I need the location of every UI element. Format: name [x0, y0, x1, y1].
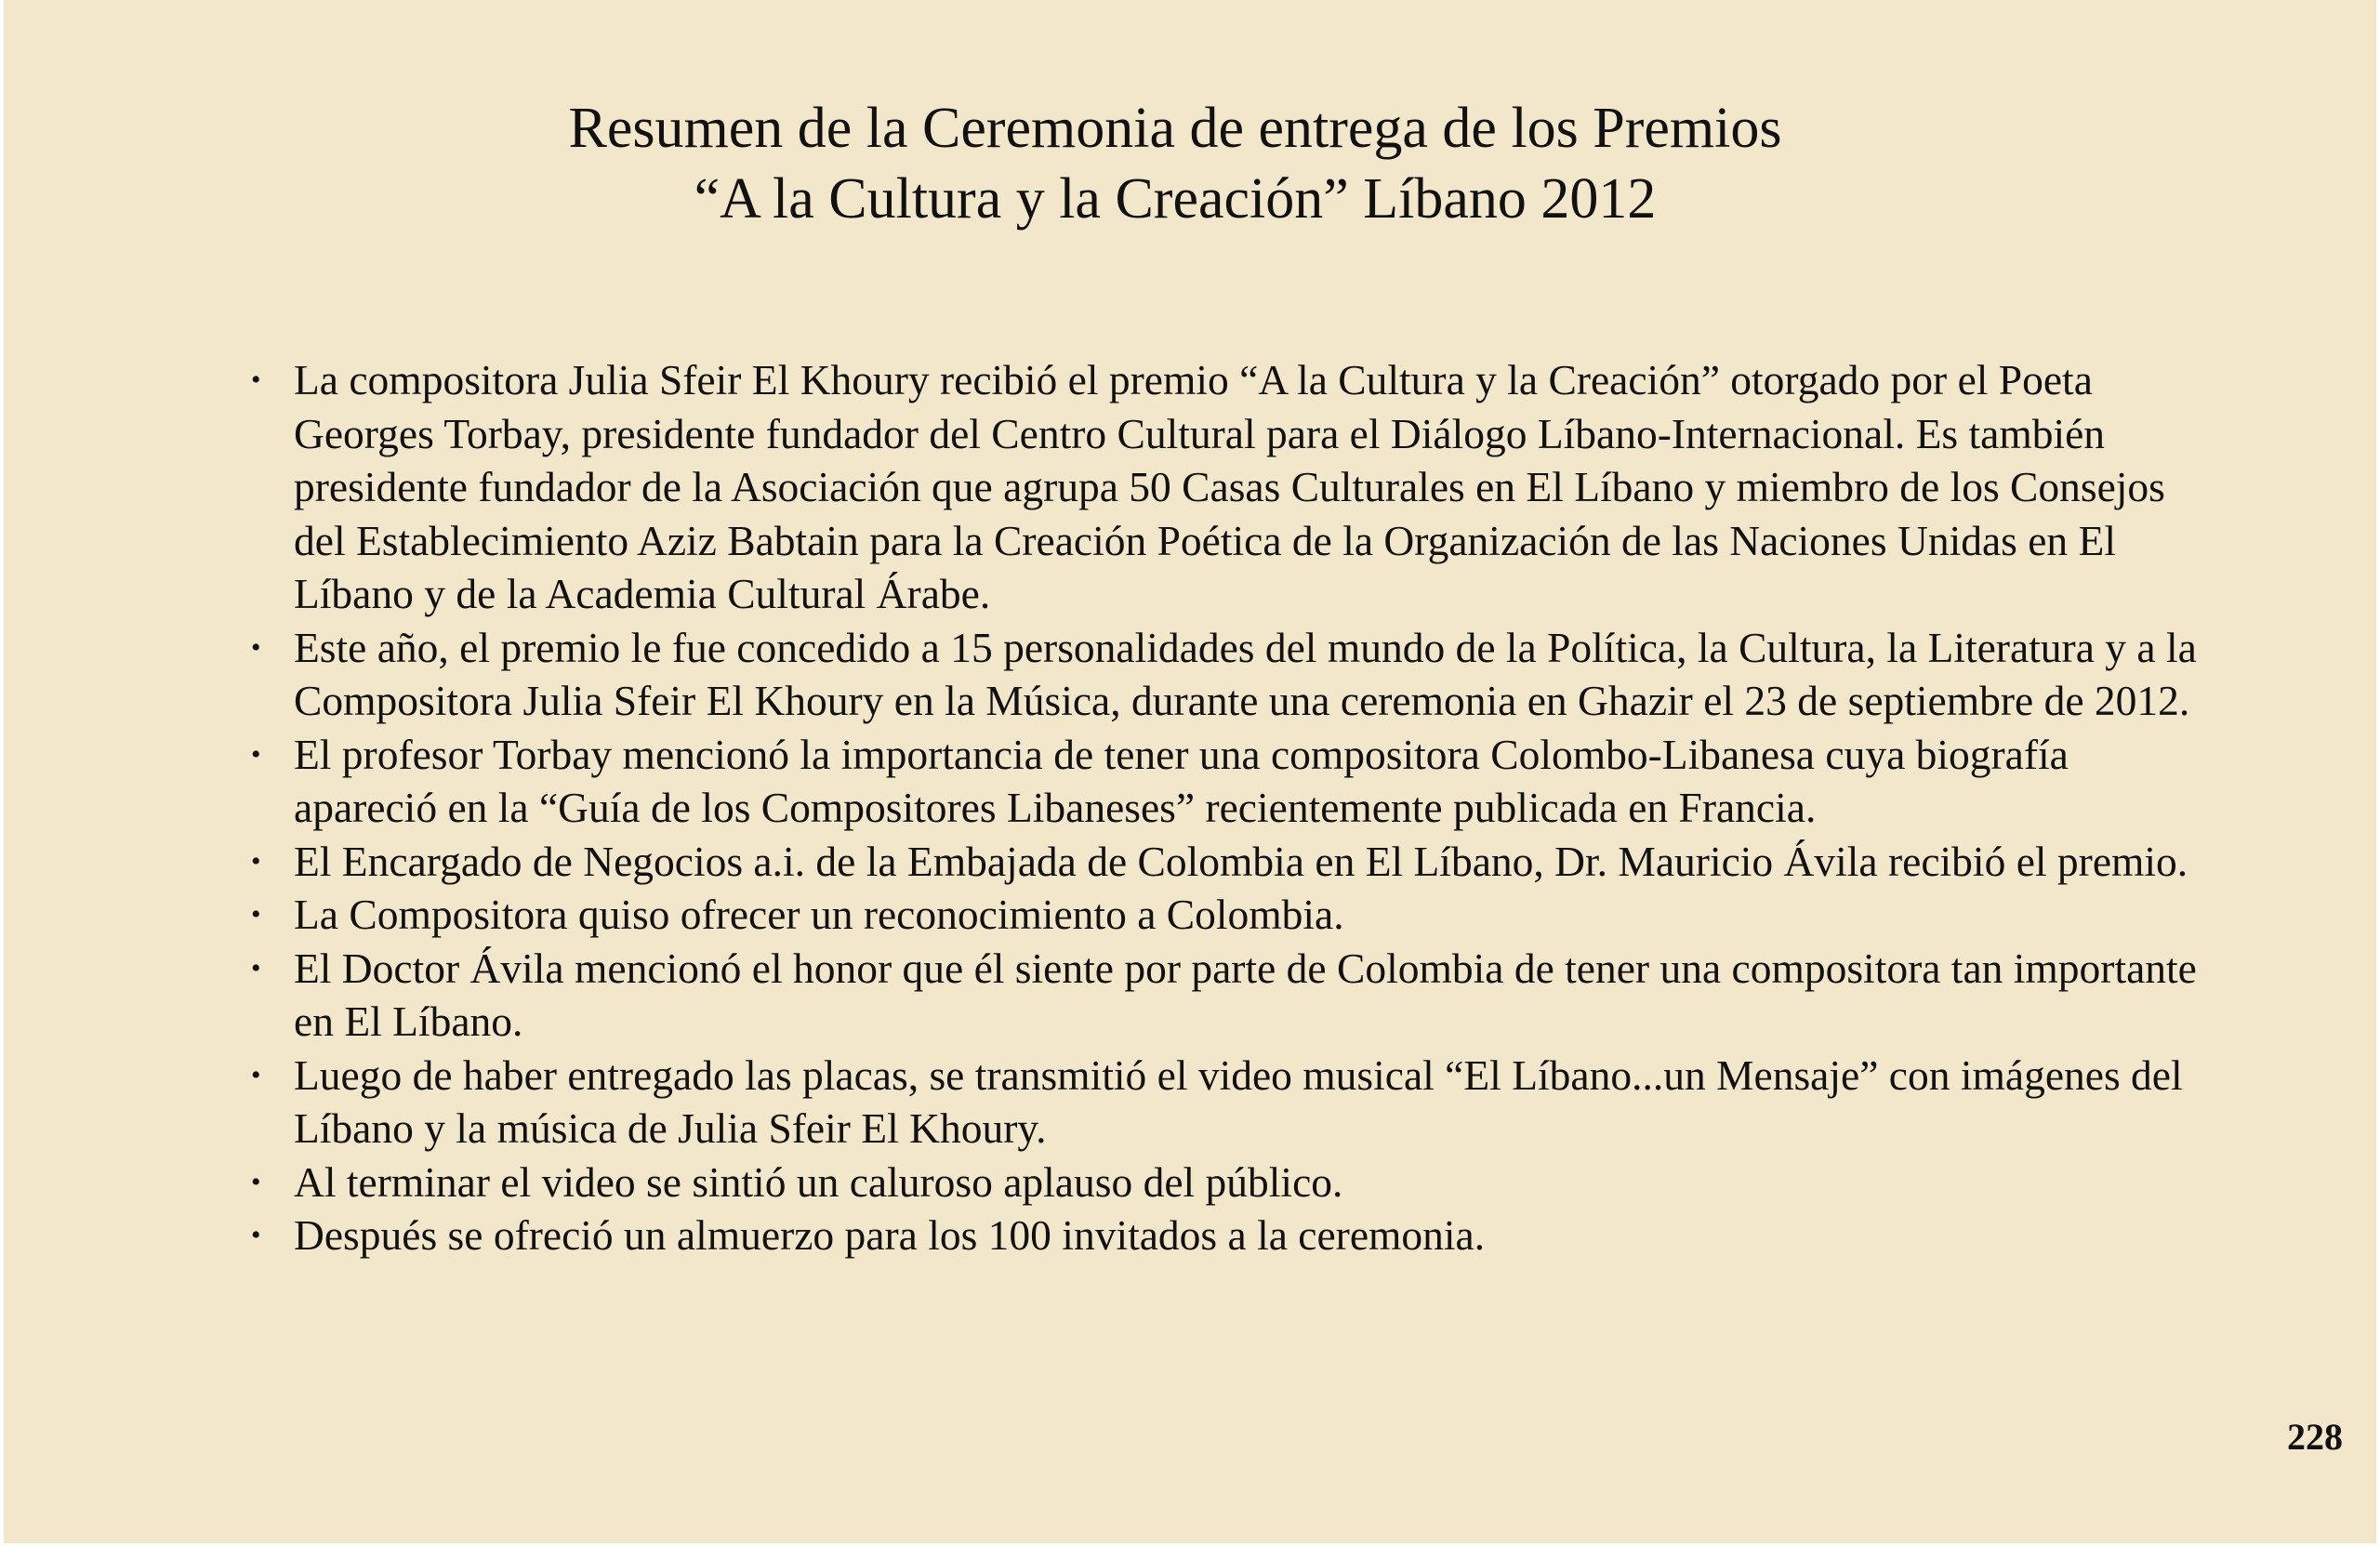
list-item-text: La compositora Julia Sfeir El Khoury recibió el premio “A la Cultura y la Creación” otorgado por el Poeta Georges Torbay, presidente fundador del Centro Cultural para el Diálogo Líbano-Internacional. Es también presidente fundador de la Asociación que agrupa 50 Casas Culturales en El Líbano y miembro de los Consejos del Establecimiento Aziz Babtain para la Creación Poética de la Organización de las Naciones Unidas en El Líbano y de la Academia Cultural Árabe. [294, 356, 2165, 617]
list-item [251, 1209, 2200, 1262]
list-item [251, 621, 2200, 728]
bullet-icon: • [251, 952, 261, 984]
title-line-2: “A la Cultura y la Creación” Líbano 2012 [694, 167, 1657, 231]
list-item-text: Este año, el premio le fue concedido a 15 personalidades del mundo de la Política, la Cultura, la Literatura y a la Compositora Julia Sfeir El Khoury en la Música, durante una ceremonia en Ghazir el 23 de septiembre de 2012. [294, 623, 2197, 724]
title-line-1: Resumen de la Ceremonia de entrega de los Premios [568, 97, 1782, 160]
list-item [251, 1049, 2200, 1156]
list-item-text: El Doctor Ávila mencionó el honor que él siente por parte de Colombia de tener una compositora tan importante en El Líbano. [294, 944, 2197, 1045]
list-item [251, 1156, 2200, 1209]
list-item [251, 888, 2200, 942]
list-item [251, 728, 2200, 835]
bullet-icon: • [251, 631, 261, 663]
list-item-text: El Encargado de Negocios a.i. de la Embajada de Colombia en El Líbano, Dr. Mauricio Ávila recibió el premio. [294, 837, 2188, 885]
page-number: 228 [2287, 1416, 2343, 1458]
list-item-text: La Compositora quiso ofrecer un reconocimiento a Colombia. [294, 891, 1344, 938]
bullet-icon: • [251, 738, 261, 770]
bullet-icon: • [251, 899, 261, 930]
list-item [251, 942, 2200, 1049]
bullet-icon: • [251, 1166, 261, 1197]
list-item-text: Luego de haber entregado las placas, se transmitió el video musical “El Líbano...un Mensaje” con imágenes del Líbano y la música de Julia Sfeir El Khoury. [294, 1050, 2183, 1152]
bullet-icon: • [251, 1059, 261, 1090]
list-item-text: El profesor Torbay mencionó la importancia de tener una compositora Colombo-Libanesa cuya biografía apareció en la “Guía de los Compositores Libaneses” recientemente publicada en Francia. [294, 730, 2069, 831]
page-title [4, 93, 2347, 234]
list-item-text: Después se ofreció un almuerzo para los 100 invitados a la ceremonia. [294, 1211, 1486, 1259]
bullet-icon: • [251, 364, 261, 395]
list-item-text: Al terminar el video se sintió un caluroso aplauso del público. [294, 1157, 1343, 1206]
document-page [4, 0, 2376, 1543]
bullet-icon: • [251, 845, 261, 877]
list-item [251, 353, 2200, 621]
list-item [251, 835, 2200, 889]
bullet-icon: • [251, 1220, 261, 1250]
bullet-list [251, 353, 2200, 1262]
